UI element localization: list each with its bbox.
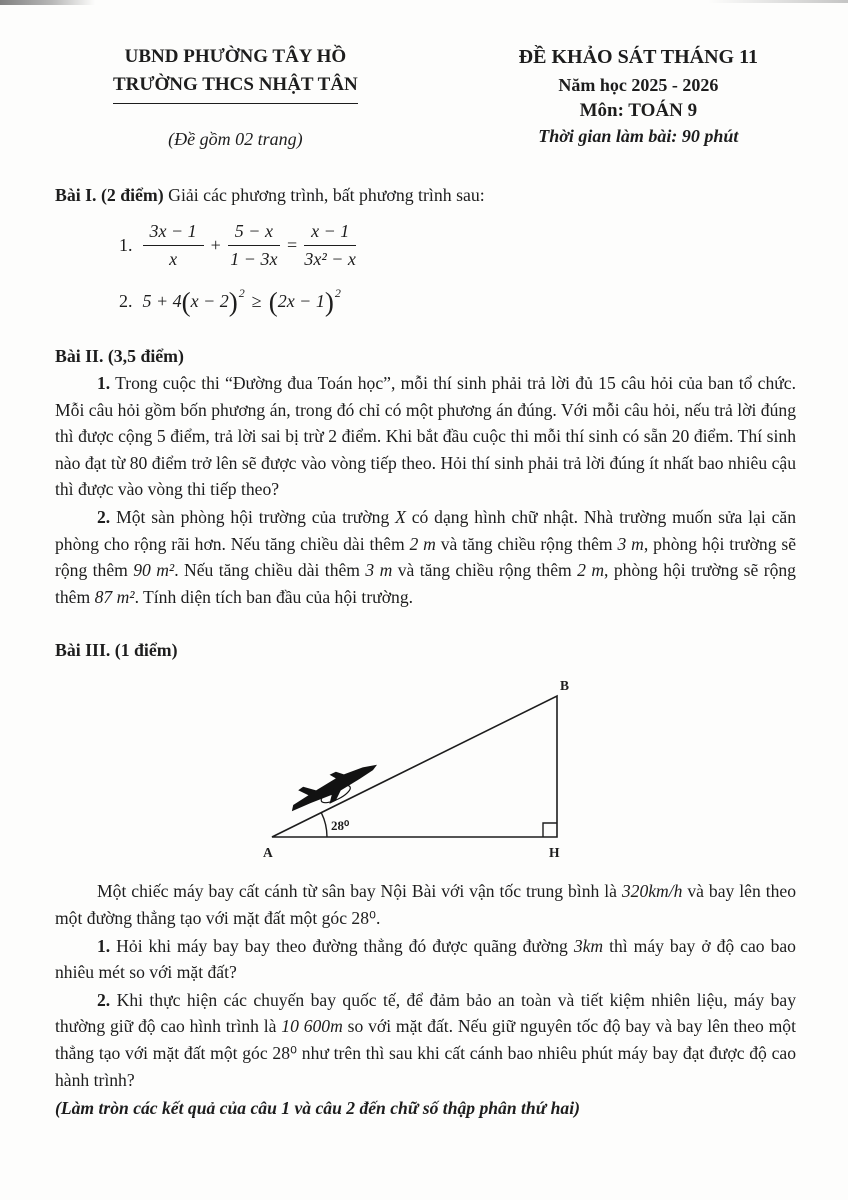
- section-bai-1: [55, 182, 796, 316]
- bai2-question-1: [55, 370, 796, 503]
- bai3-intro-text: Một chiếc máy bay cất cánh từ sân bay Nội Bài với vận tốc trung bình là: [97, 881, 622, 902]
- angle-label: 28⁰: [331, 818, 350, 834]
- bai2-q1-number: 1.: [97, 373, 111, 393]
- school-name: TRƯỜNG THCS NHẬT TÂN: [113, 72, 358, 104]
- vertex-label-b: B: [560, 678, 570, 694]
- airplane-icon: [284, 753, 383, 820]
- paren-content-1: x − 2: [190, 291, 229, 311]
- left-paren-2: (: [268, 287, 278, 317]
- exponent-1: 2: [238, 286, 245, 300]
- bai2-heading: [55, 343, 796, 369]
- variable-x: X: [395, 506, 406, 527]
- bai3-q2-text: Khi thực hiện các chuyến bay quốc tế, để đảm bảo an toàn và tiết kiệm nhiên liệu, máy bay thường giữ độ cao hình trình là: [55, 989, 796, 1037]
- fraction-3-numerator: x − 1: [304, 220, 356, 246]
- bai2-q1-text: Trong cuộc thi “Đường đua Toán học”, mỗi thí sinh phải trả lời đủ 15 câu hỏi của ban tổ chức. Mỗi câu hỏi gồm bốn phương án, trong đó chỉ có một phương án đúng. Với mỗi câu hỏi, nếu trả lời đúng thì được cộng 5 điểm, trả lời sai bị trừ 2 điểm. Khi bắt đầu cuộc thi mỗi thí sinh có sẵn 20 điểm. Thí sinh nào đạt từ 80 điểm trở lên sẽ được vào vòng tiếp theo. Hỏi thí sinh phải trả lời đúng ít nhất bao nhiêu cậu thì được vào vòng thi tiếp theo?: [55, 373, 796, 500]
- bai3-q1-number: 1.: [97, 935, 111, 956]
- value-2m: 2 m: [577, 560, 605, 581]
- bai2-q2-text: , phòng hội trường sẽ rộng thêm: [55, 533, 797, 581]
- fraction-3-denominator: 3x² − x: [304, 248, 356, 269]
- exponent-2: 2: [334, 286, 341, 300]
- bai2-q2-text: , phòng hội trường sẽ rộng thêm: [55, 560, 796, 607]
- exam-header: [113, 44, 758, 150]
- header-school-block: [113, 44, 358, 150]
- school-name-wrap: [113, 72, 358, 104]
- bai2-label: Bài II. (3,5 điểm): [55, 346, 184, 366]
- value-3m: 3 m: [365, 560, 393, 581]
- altitude-value: 10 600m: [281, 1016, 343, 1037]
- equation-1: [119, 220, 796, 270]
- section-bai-2: [55, 343, 796, 610]
- angle-arc: [321, 813, 327, 837]
- bai2-q2-text: . Tính diện tích ban đầu của hội trường.: [134, 586, 414, 607]
- triangle-diagram: [0, 669, 848, 874]
- plus-operator: +: [210, 234, 221, 255]
- triangle-abh: [272, 696, 557, 837]
- equation-1-number: 1.: [119, 234, 133, 255]
- distance-value: 3km: [573, 935, 604, 956]
- inequality-expression: [143, 286, 341, 316]
- right-angle-marker: [543, 823, 557, 837]
- term-prefix: 5 + 4: [142, 291, 182, 311]
- equation-2-number: 2.: [119, 290, 133, 311]
- fraction-1: [143, 220, 204, 270]
- value-2m: 2 m: [409, 533, 436, 554]
- triangle-figure: [0, 669, 848, 874]
- vertex-label-h: H: [549, 845, 560, 861]
- airplane-body: [284, 753, 383, 820]
- left-paren: (: [181, 287, 191, 317]
- bai2-q2-text: và tăng chiều rộng thêm: [392, 560, 578, 581]
- value-90m2: 90 m²: [133, 560, 175, 581]
- fraction-2-denominator: 1 − 3x: [230, 248, 278, 269]
- bai2-q2-number: 2.: [97, 506, 111, 527]
- header-exam-block: [519, 44, 758, 147]
- bai3-q2-number: 2.: [97, 989, 111, 1010]
- scan-artifact-top-left: [0, 0, 95, 5]
- bai3-q1-text: Hỏi khi máy bay bay theo đường thẳng đó được quãng đường: [110, 935, 574, 956]
- right-paren-2: ): [324, 287, 334, 317]
- vertex-label-a: A: [263, 845, 273, 861]
- fraction-2-numerator: 5 − x: [228, 220, 280, 246]
- speed-value: 320km/h: [621, 881, 683, 902]
- duration-line: Thời gian làm bài: 90 phút: [538, 126, 739, 146]
- bai3-intro-text: và bay lên theo một đường thẳng tạo với mặt đất một góc 28⁰.: [55, 881, 796, 928]
- gte-operator: ≥: [251, 291, 262, 311]
- fraction-2: [228, 220, 280, 270]
- paren-content-2: 2x − 1: [277, 291, 325, 311]
- exam-title: ĐỀ KHẢO SÁT THÁNG 11: [518, 46, 758, 68]
- value-3m: 3 m: [617, 533, 644, 554]
- fraction-3: [304, 220, 356, 270]
- bai1-label: Bài I. (2 điểm): [55, 185, 164, 205]
- rounding-note: (Làm tròn các kết quả của câu 1 và câu 2 đến chữ số thập phân thứ hai): [55, 1098, 580, 1119]
- equation-2: [119, 286, 796, 316]
- bai2-q2-text: và tăng chiều rộng thêm: [435, 533, 618, 554]
- bai2-q2-text: có dạng hình chữ nhật. Nhà trường muốn sửa lại căn phòng cho rộng rãi hơn. Nếu tăng chiều dài thêm: [55, 506, 796, 554]
- bai3-q1-text: thì máy bay ở độ cao bao nhiêu mét so với mặt đất?: [55, 935, 796, 983]
- bai3-question-1: [55, 933, 796, 986]
- org-name: UBND PHƯỜNG TÂY HỒ: [124, 46, 347, 67]
- section-bai-3: [55, 637, 796, 1121]
- bai2-q2-text: . Nếu tăng chiều dài thêm: [174, 560, 366, 581]
- equals-operator: =: [286, 234, 298, 255]
- bai3-q2-text: so với mặt đất. Nếu giữ nguyên tốc độ bay và bay lên theo một thẳng tạo với mặt đất một góc 28⁰ như trên thì sau khi cất cánh bao nhiêu phút máy bay đạt được độ cao hành trình?: [55, 1016, 796, 1090]
- bai3-heading: [55, 637, 796, 663]
- fraction-1-numerator: 3x − 1: [143, 220, 204, 246]
- bai1-heading: [55, 182, 796, 208]
- school-year: Năm học 2025 - 2026: [558, 75, 719, 95]
- bai2-q2-text: Một sàn phòng hội trường của trường: [110, 506, 396, 527]
- fraction-1-denominator: x: [169, 248, 178, 269]
- pages-note: (Đề gồm 02 trang): [168, 129, 303, 149]
- value-87m2: 87 m²: [94, 586, 135, 607]
- bai3-label: Bài III. (1 điểm): [55, 640, 178, 661]
- bai3-question-2: [55, 987, 796, 1093]
- scan-artifact-top-right: [708, 0, 848, 3]
- bai1-intro: Giải các phương trình, bất phương trình sau:: [168, 185, 485, 205]
- right-paren: ): [228, 287, 238, 317]
- subject-line: Môn: TOÁN 9: [579, 100, 698, 121]
- bai2-question-2: [55, 504, 796, 610]
- bai3-intro-paragraph: [55, 878, 796, 931]
